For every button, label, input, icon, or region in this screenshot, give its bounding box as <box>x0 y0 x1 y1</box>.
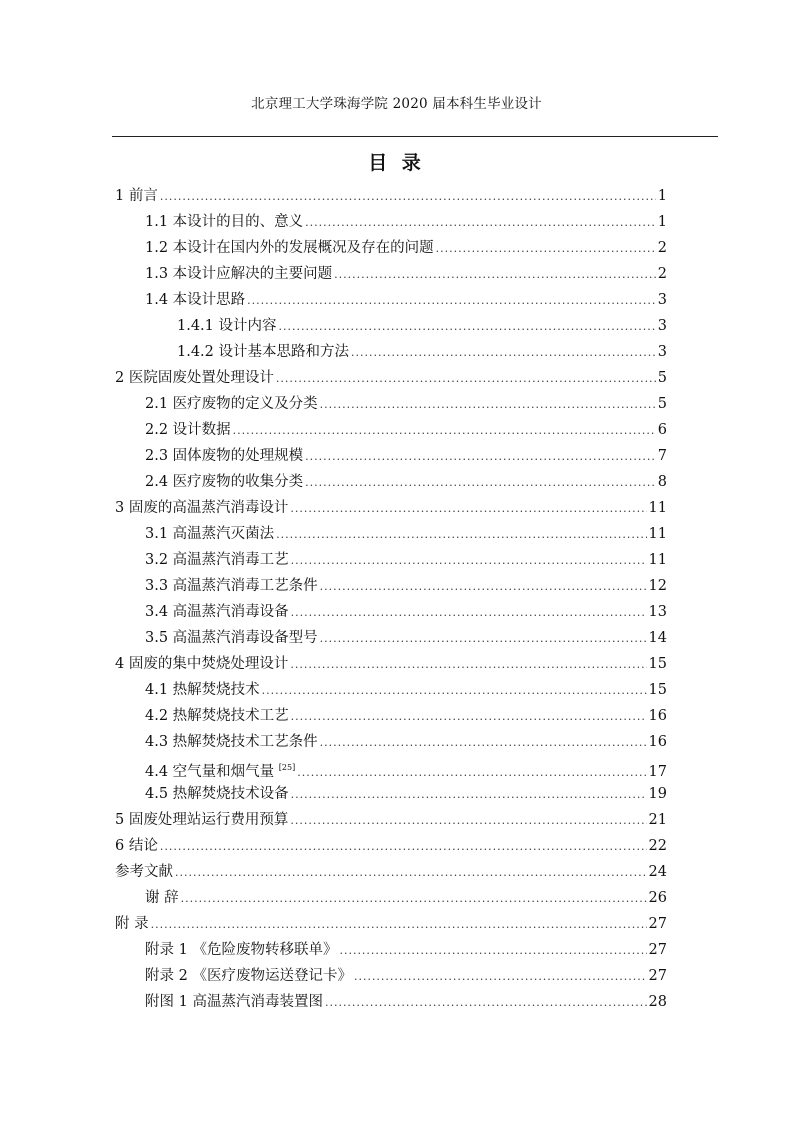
toc-page-number: 11 <box>648 526 667 542</box>
toc-page-number: 21 <box>648 812 667 828</box>
dot-leader <box>436 236 656 262</box>
toc-entry[interactable] <box>145 287 667 313</box>
toc-page-number: 16 <box>648 734 667 750</box>
toc-entry-title: 谢 辞 <box>145 890 179 906</box>
toc-entry[interactable] <box>115 183 667 209</box>
toc-page-number: 11 <box>648 500 667 516</box>
toc-entry-title: 1 前言 <box>115 188 158 204</box>
toc-entry[interactable] <box>145 547 667 573</box>
toc-entry[interactable] <box>145 417 667 443</box>
toc-entry-title: 附录 2 《医疗废物运送登记卡》 <box>145 968 352 984</box>
dot-leader <box>305 470 656 496</box>
toc-entry[interactable] <box>145 521 667 547</box>
dot-leader <box>320 392 656 418</box>
toc-page-number: 27 <box>648 968 667 984</box>
toc-entry-title: 2.2 设计数据 <box>145 422 231 438</box>
toc-entry[interactable] <box>145 703 667 729</box>
toc-page-number: 3 <box>657 344 667 360</box>
toc-entry-title: 1.4.2 设计基本思路和方法 <box>177 344 350 360</box>
toc-page-number: 15 <box>648 682 667 698</box>
toc-entry[interactable] <box>115 833 667 859</box>
dot-leader <box>247 288 656 314</box>
toc-entry-title: 1.1 本设计的目的、意义 <box>145 214 304 230</box>
toc-entry-title: 4.5 热解焚烧技术设备 <box>145 786 289 802</box>
toc-entry-title: 参考文献 <box>115 864 173 880</box>
toc-page-number: 28 <box>648 994 667 1010</box>
toc-entry[interactable] <box>145 989 667 1015</box>
toc-entry[interactable] <box>145 391 667 417</box>
dot-leader <box>262 678 647 704</box>
toc-entry-title: 2.3 固体废物的处理规模 <box>145 448 304 464</box>
toc-entry[interactable] <box>145 599 667 625</box>
dot-leader <box>276 366 656 392</box>
toc-page-number: 7 <box>657 448 667 464</box>
toc-entry[interactable] <box>145 625 667 651</box>
dot-leader <box>181 886 647 912</box>
dot-leader <box>160 184 656 210</box>
toc-entry[interactable] <box>177 313 667 339</box>
toc-entry-title: 4.1 热解焚烧技术 <box>145 682 260 698</box>
toc-page-number: 1 <box>657 214 667 230</box>
toc-entry-title: 3.5 高温蒸汽消毒设备型号 <box>145 630 318 646</box>
toc-entry-title: 1.4 本设计思路 <box>145 292 246 308</box>
toc-entry[interactable] <box>145 443 667 469</box>
toc-entry-title: 4.3 热解焚烧技术工艺条件 <box>145 734 318 750</box>
toc-entry-title: 2.4 医疗废物的收集分类 <box>145 474 304 490</box>
toc-entry[interactable] <box>145 677 667 703</box>
dot-leader <box>305 210 656 236</box>
dot-leader <box>320 730 647 756</box>
header-divider <box>112 136 718 137</box>
toc-entry-title: 3.3 高温蒸汽消毒工艺条件 <box>145 578 318 594</box>
toc-page-number: 1 <box>657 188 667 204</box>
toc-entry[interactable] <box>115 911 667 937</box>
toc-page-number: 2 <box>657 240 667 256</box>
toc-page-number: 16 <box>648 708 667 724</box>
toc-entry[interactable] <box>145 469 667 495</box>
toc-page-number: 27 <box>648 916 667 932</box>
toc-entry-title: 6 结论 <box>115 838 158 854</box>
toc-entry[interactable] <box>145 963 667 989</box>
dot-leader <box>354 964 647 990</box>
toc-entry-title: 附 录 <box>115 916 149 932</box>
toc-page-number: 19 <box>648 786 667 802</box>
toc-page-number: 12 <box>648 578 667 594</box>
page-header: 北京理工大学珠海学院 2020 届本科生毕业设计 <box>251 96 542 112</box>
toc-entry-title: 3.4 高温蒸汽消毒设备 <box>145 604 289 620</box>
toc-entry[interactable] <box>145 885 667 911</box>
toc-title: 目 录 <box>368 152 425 174</box>
toc-entry[interactable] <box>115 859 667 885</box>
dot-leader <box>325 990 647 1016</box>
toc-entry-title: 3.2 高温蒸汽消毒工艺 <box>145 552 289 568</box>
dot-leader <box>291 704 647 730</box>
toc-entry-title: 5 固废处理站运行费用预算 <box>115 812 289 828</box>
toc-entry[interactable] <box>115 365 667 391</box>
dot-leader <box>290 496 646 522</box>
toc-entry[interactable] <box>145 781 667 807</box>
toc-page-number: 5 <box>657 370 667 386</box>
toc-entry-title: 1.4.1 设计内容 <box>177 318 277 334</box>
toc-entry[interactable] <box>145 755 667 781</box>
toc-page-number: 8 <box>657 474 667 490</box>
dot-leader <box>320 626 647 652</box>
toc-page-number: 3 <box>657 318 667 334</box>
toc-entry-title: 3.1 高温蒸汽灭菌法 <box>145 526 275 542</box>
dot-leader <box>233 418 656 444</box>
dot-leader <box>291 548 647 574</box>
dot-leader <box>291 600 647 626</box>
toc-entry[interactable] <box>145 209 667 235</box>
toc-entry[interactable] <box>115 807 667 833</box>
toc-entry[interactable] <box>177 339 667 365</box>
toc-page-number: 11 <box>648 552 667 568</box>
dot-leader <box>279 314 656 340</box>
dot-leader <box>151 912 647 938</box>
toc-entry[interactable] <box>145 937 667 963</box>
toc-page-number: 6 <box>657 422 667 438</box>
toc-entry-title: 1.2 本设计在国内外的发展概况及存在的问题 <box>145 240 434 256</box>
toc-entry[interactable] <box>145 261 667 287</box>
toc-entry[interactable] <box>115 495 667 521</box>
toc-entry-title: 附图 1 高温蒸汽消毒装置图 <box>145 994 323 1010</box>
dot-leader <box>276 522 646 548</box>
dot-leader <box>339 938 646 964</box>
toc-page-number: 3 <box>657 292 667 308</box>
toc-page-number: 24 <box>648 864 667 880</box>
toc-page-number: 14 <box>648 630 667 646</box>
toc-entry[interactable] <box>145 729 667 755</box>
toc-page-number: 27 <box>648 942 667 958</box>
toc-entry-title: 2.1 医疗废物的定义及分类 <box>145 396 318 412</box>
dot-leader <box>320 574 647 600</box>
dot-leader <box>305 444 656 470</box>
toc-entry-title: 1.3 本设计应解决的主要问题 <box>145 266 333 282</box>
dot-leader <box>175 860 647 886</box>
dot-leader <box>290 652 646 678</box>
toc-entry-title: 4.4 空气量和烟气量 [25] <box>145 763 296 780</box>
dot-leader <box>334 262 656 288</box>
toc-entry-title: 附录 1 《危险废物转移联单》 <box>145 942 338 958</box>
dot-leader <box>160 834 647 860</box>
toc-page-number: 17 <box>648 764 667 780</box>
toc-page-number: 22 <box>648 838 667 854</box>
toc-entry[interactable] <box>145 573 667 599</box>
toc-page-number: 26 <box>648 890 667 906</box>
toc-page-number: 5 <box>657 396 667 412</box>
toc-entry-title: 4 固废的集中焚烧处理设计 <box>115 656 289 672</box>
toc-entry-title: 3 固废的高温蒸汽消毒设计 <box>115 500 289 516</box>
toc-page-number: 13 <box>648 604 667 620</box>
toc-entry[interactable] <box>115 651 667 677</box>
toc-page-number: 2 <box>657 266 667 282</box>
toc-page-number: 15 <box>648 656 667 672</box>
citation-marker: [25] <box>278 763 296 772</box>
dot-leader <box>351 340 656 366</box>
dot-leader <box>290 808 646 834</box>
toc-entry-title: 2 医院固废处置处理设计 <box>115 370 274 386</box>
dot-leader <box>291 782 647 808</box>
toc-entry[interactable] <box>145 235 667 261</box>
toc-entry-title: 4.2 热解焚烧技术工艺 <box>145 708 289 724</box>
